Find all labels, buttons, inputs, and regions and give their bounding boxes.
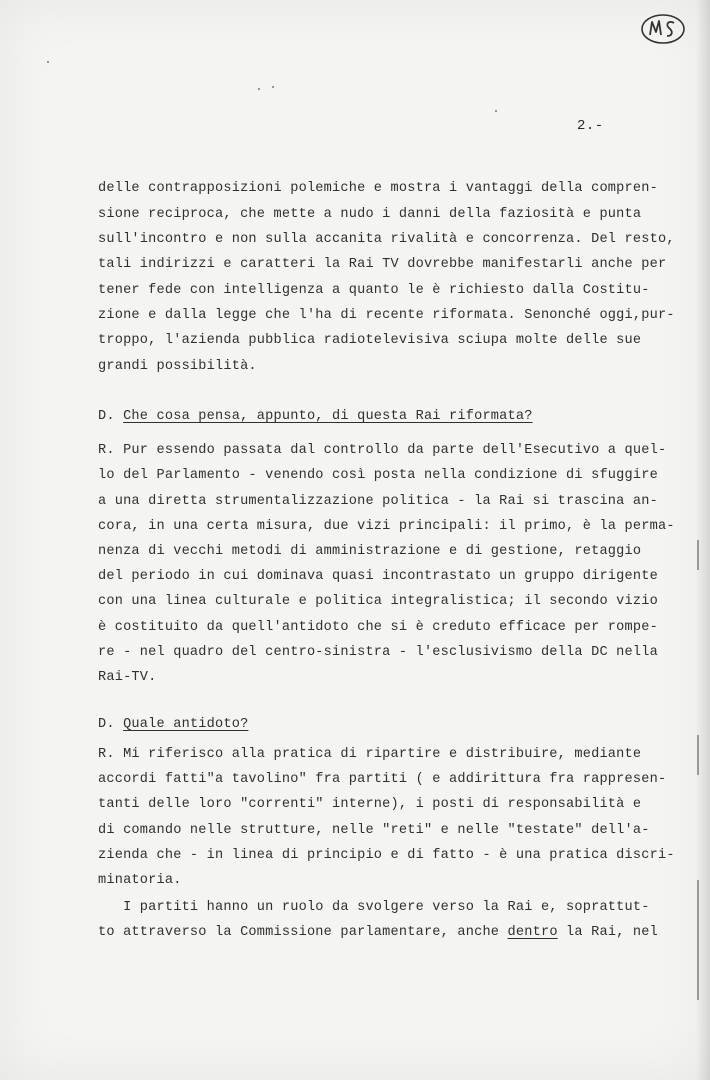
scan-speck bbox=[258, 88, 260, 90]
text-line: R. Pur essendo passata dal controllo da parte dell'Esecutivo a quel- bbox=[98, 443, 667, 458]
text-segment: to attraverso la Commissione parlamentare, anche bbox=[98, 925, 508, 940]
text-line: tali indirizzi e caratteri la Rai TV dovrebbe manifestarli anche per bbox=[98, 257, 667, 272]
question-text: Quale antidoto? bbox=[123, 717, 249, 732]
scan-speck bbox=[47, 61, 49, 63]
text-line: R. Mi riferisco alla pratica di ripartire e distribuire, mediante bbox=[98, 747, 642, 762]
text-line: del periodo in cui dominava quasi incontrastato un gruppo dirigente bbox=[98, 569, 658, 584]
text-line: I partiti hanno un ruolo da svolgere verso la Rai e, soprattut- bbox=[98, 900, 650, 915]
page-number: 2.- bbox=[577, 118, 604, 134]
text-line bbox=[98, 924, 658, 942]
question-text: Che cosa pensa, appunto, di questa Rai riformata? bbox=[123, 409, 533, 424]
text-line: accordi fatti"a tavolino" fra partiti ( e addirittura fra rappresen- bbox=[98, 772, 667, 787]
text-line: zione e dalla legge che l'ha di recente riformata. Senonché oggi,pur- bbox=[98, 308, 675, 323]
question-prefix: D. bbox=[98, 717, 124, 732]
text-line: zienda che - in linea di principio e di fatto - è una pratica discri- bbox=[98, 848, 675, 863]
handwritten-stamp-mark bbox=[640, 12, 686, 46]
text-line: tener fede con intelligenza a quanto le è richiesto dalla Costitu- bbox=[98, 283, 650, 298]
text-line: Rai-TV. bbox=[98, 670, 157, 685]
scan-margin-mark bbox=[697, 735, 699, 775]
text-line: troppo, l'azienda pubblica radiotelevisiva sciupa molte delle sue bbox=[98, 333, 642, 348]
text-line: sull'incontro e non sulla accanita rivalità e concorrenza. Del resto, bbox=[98, 232, 675, 247]
text-line: a una diretta strumentalizzazione politica - la Rai si trascina an- bbox=[98, 494, 658, 509]
text-line: lo del Parlamento - venendo così posta nella condizione di sfuggire bbox=[98, 468, 658, 483]
question-line bbox=[98, 716, 248, 734]
text-line: nenza di vecchi metodi di amministrazione e di gestione, retaggio bbox=[98, 544, 642, 559]
text-line: tanti delle loro "correnti" interne), i posti di responsabilità e bbox=[98, 797, 642, 812]
text-line: con una linea culturale e politica integralistica; il secondo vizio bbox=[98, 594, 658, 609]
scan-margin-mark bbox=[697, 540, 699, 570]
text-line: è costituito da quell'antidoto che si è creduto efficace per rompe- bbox=[98, 620, 658, 635]
underlined-word: dentro bbox=[507, 925, 558, 940]
text-line: sione reciproca, che mette a nudo i danni della faziosità e punta bbox=[98, 207, 642, 222]
scan-speck bbox=[495, 110, 497, 112]
question-line bbox=[98, 408, 533, 426]
scan-speck bbox=[272, 86, 274, 88]
text-line: cora, in una certa misura, due vizi principali: il primo, è la perma- bbox=[98, 519, 675, 534]
text-line: minatoria. bbox=[98, 873, 182, 888]
text-line: delle contrapposizioni polemiche e mostra i vantaggi della compren- bbox=[98, 181, 658, 196]
text-line: re - nel quadro del centro-sinistra - l'esclusivismo della DC nella bbox=[98, 645, 658, 660]
text-line: di comando nelle strutture, nelle "reti" e nelle "testate" dell'a- bbox=[98, 823, 650, 838]
text-segment: la Rai, nel bbox=[557, 925, 658, 940]
scan-margin-mark bbox=[697, 880, 699, 1000]
question-prefix: D. bbox=[98, 409, 124, 424]
text-line: grandi possibilità. bbox=[98, 359, 257, 374]
